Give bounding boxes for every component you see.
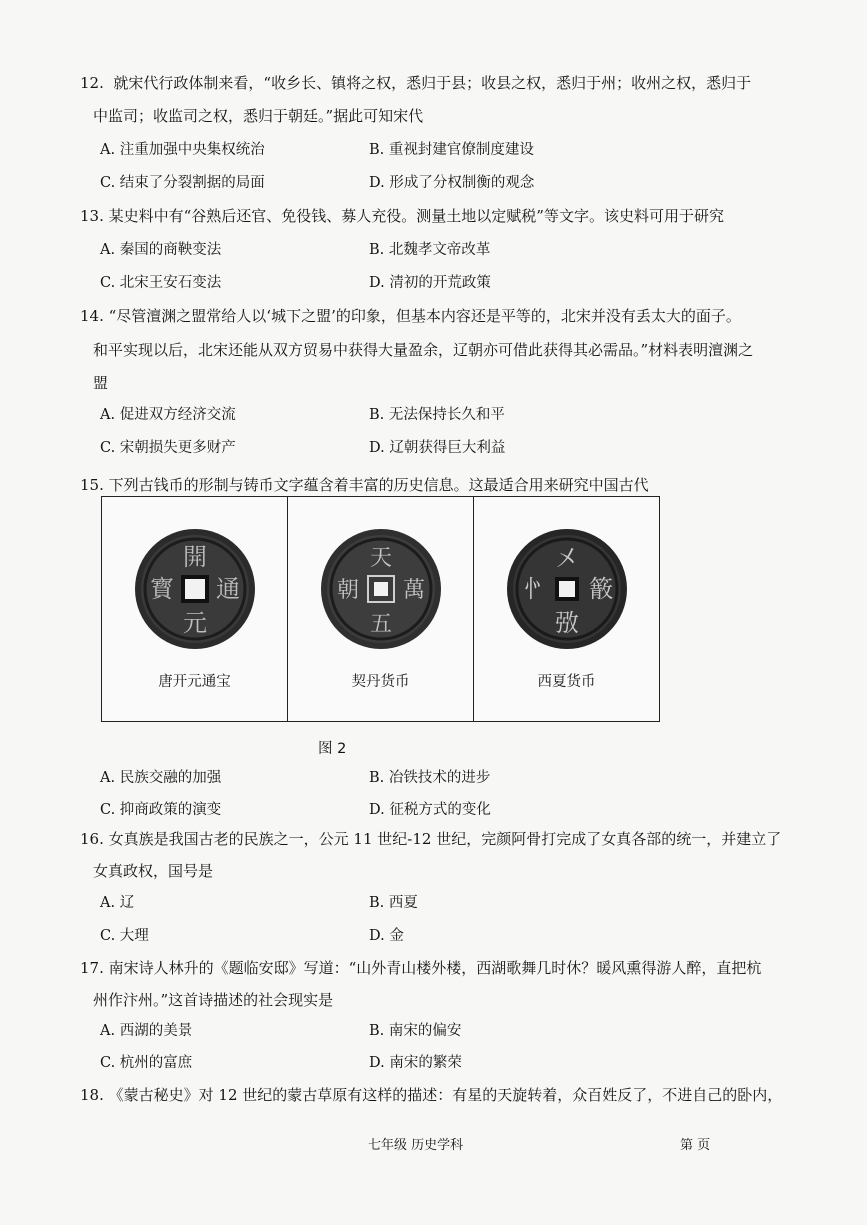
question-13-option-a: A. 秦国的商鞅变法 [100, 242, 222, 258]
question-18-stem-line-1: 18. 《蒙古秘史》对 12 世纪的蒙古草原有这样的描述：有星的天旋转着，众百姓反了，不进自己的卧内， [80, 1086, 783, 1104]
question-15-option-a: A. 民族交融的加强 [100, 770, 222, 786]
question-15-option-b: B. 冶铁技术的进步 [369, 770, 491, 786]
coin-caption-kaiyuan: 唐开元通宝 [158, 674, 231, 690]
footer-grade-subject: 七年级 历史学科 [368, 1138, 464, 1153]
question-13-option-d: D. 清初的开荒政策 [369, 275, 491, 291]
question-13-option-c: C. 北宋王安石变法 [100, 275, 222, 291]
svg-text:開: 開 [182, 543, 207, 571]
svg-text:天: 天 [369, 546, 392, 571]
question-16-stem-line-2: 女真政权，国号是 [93, 862, 214, 880]
svg-text:㐅: 㐅 [554, 545, 579, 573]
svg-text:元: 元 [182, 609, 207, 637]
question-14-option-a: A. 促进双方经济交流 [100, 407, 236, 423]
question-15-option-d: D. 征税方式的变化 [369, 802, 491, 818]
svg-text:䉈: 䉈 [588, 575, 613, 603]
question-15-option-c: C. 抑商政策的演变 [100, 802, 222, 818]
coin-cell-kaiyuan [102, 497, 288, 721]
question-17-option-d: D. 南宋的繁荣 [369, 1055, 462, 1071]
question-12-option-d: D. 形成了分权制衡的观念 [369, 175, 535, 191]
coin-cell-xixia [474, 497, 659, 721]
question-12-option-b: B. 重视封建官僚制度建设 [369, 142, 534, 158]
coin-kaiyuan-icon [133, 527, 257, 651]
coin-caption-xixia: 西夏货币 [537, 674, 596, 690]
question-16-option-d: D. 金 [369, 928, 404, 944]
question-15-stem-line-1: 15. 下列古钱币的形制与铸币文字蕴含着丰富的历史信息。这最适合用来研究中国古代 [80, 476, 649, 494]
svg-text:通: 通 [215, 575, 240, 603]
question-16-option-c: C. 大理 [100, 928, 149, 944]
svg-text:㣺: 㣺 [520, 575, 545, 603]
question-14-option-d: D. 辽朝获得巨大利益 [369, 440, 506, 456]
question-17-option-c: C. 杭州的富庶 [100, 1055, 193, 1071]
question-12-stem-line-2: 中监司；收监司之权，悉归于朝廷。”据此可知宋代 [93, 107, 424, 125]
question-17-option-a: A. 西湖的美景 [100, 1023, 193, 1039]
svg-text:寳: 寳 [149, 575, 174, 603]
question-16-stem-line-1: 16. 女真族是我国古老的民族之一，公元 11 世纪-12 世纪，完颜阿骨打完成了女真各部的统一，并建立了 [80, 830, 782, 848]
question-17-option-b: B. 南宋的偏安 [369, 1023, 462, 1039]
question-13-option-b: B. 北魏孝文帝改革 [369, 242, 491, 258]
question-14-option-c: C. 宋朝损失更多财产 [100, 440, 236, 456]
question-16-option-a: A. 辽 [100, 895, 135, 911]
svg-text:朝: 朝 [336, 578, 359, 603]
coin-khitan-icon [319, 527, 443, 651]
question-16-option-b: B. 西夏 [369, 895, 418, 911]
question-17-stem-line-2: 州作汴州。”这首诗描述的社会现实是 [93, 991, 334, 1009]
question-12-option-c: C. 结束了分裂割据的局面 [100, 175, 265, 191]
svg-text:萬: 萬 [402, 578, 425, 603]
coin-xixia-icon [505, 527, 629, 651]
question-14-stem-line-1: 14. “尽管澶渊之盟常给人以‘城下之盟’的印象，但基本内容还是平等的，北宋并没有丢太大的面子。 [80, 307, 741, 325]
coin-cell-khitan [288, 497, 474, 721]
svg-text:五: 五 [369, 612, 392, 637]
question-17-stem-line-1: 17. 南宋诗人林升的《题临安邸》写道：“山外青山楼外楼，西湖歌舞几时休？暖风熏得游人醉，直把杭 [80, 959, 762, 977]
footer-page-number: 第 页 [680, 1138, 711, 1153]
figure-label: 图 2 [318, 741, 347, 757]
question-14-stem-line-3: 盟 [93, 374, 109, 392]
svg-text:㢸: 㢸 [554, 609, 579, 637]
coin-caption-khitan: 契丹货币 [351, 674, 410, 690]
question-12-stem-line-1: 12. 就宋代行政体制来看，“收乡长、镇将之权，悉归于县；收县之权，悉归于州；收州之权，悉归于 [80, 74, 752, 92]
question-14-option-b: B. 无法保持长久和平 [369, 407, 505, 423]
question-14-stem-line-2: 和平实现以后，北宋还能从双方贸易中获得大量盈余，辽朝亦可借此获得其必需品。”材料表明澶渊之 [93, 341, 754, 359]
question-12-option-a: A. 注重加强中央集权统治 [100, 142, 265, 158]
question-13-stem-line-1: 13. 某史料中有“谷熟后还官、免役钱、募人充役。测量土地以定赋税”等文字。该史料可用于研究 [80, 207, 724, 225]
coin-figure-table [101, 496, 660, 722]
